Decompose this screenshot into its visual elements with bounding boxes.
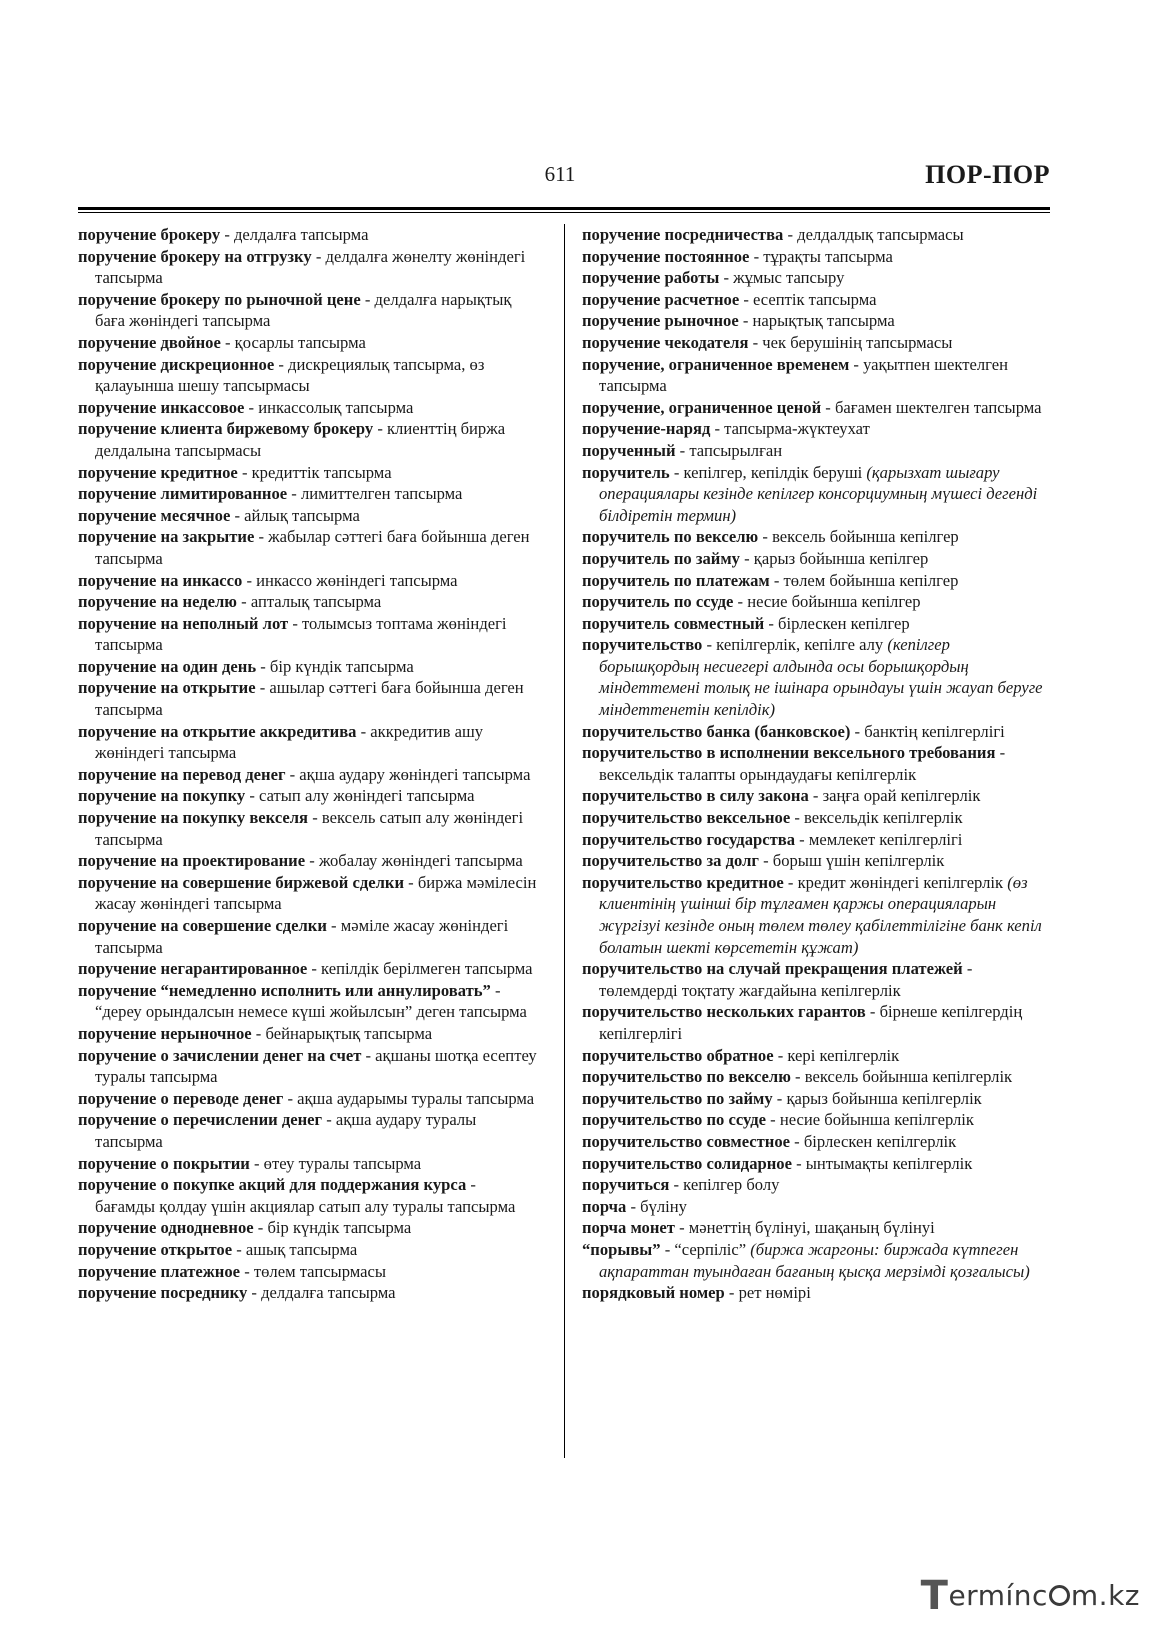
dictionary-entry xyxy=(78,397,540,419)
dictionary-entry xyxy=(582,570,1052,592)
entry-headword: поручительство по займу xyxy=(582,1088,773,1108)
dictionary-entry xyxy=(78,289,540,332)
entry-headword: поручитель xyxy=(582,462,670,482)
entry-headword: поручение посреднику xyxy=(78,1283,248,1303)
dictionary-entry xyxy=(582,591,1052,613)
dictionary-entry xyxy=(78,1088,540,1110)
entry-headword: поручение расчетное xyxy=(582,289,740,309)
logo-ring-icon xyxy=(1049,1585,1070,1606)
dictionary-entry xyxy=(582,807,1052,829)
dictionary-entry xyxy=(78,958,540,980)
entry-headword: поручение кредитное xyxy=(78,462,238,482)
entry-translation: - тапсырылған xyxy=(675,440,783,460)
dictionary-entry xyxy=(582,354,1052,397)
entry-headword: поручение двойное xyxy=(78,332,221,352)
entry-translation: - апталық тапсырма xyxy=(237,592,382,612)
entry-translation: - кері кепілгерлік xyxy=(773,1045,900,1065)
dictionary-entry xyxy=(582,1153,1052,1175)
entry-translation: - уақытпен шектелген тапсырма xyxy=(599,354,1008,396)
entry-translation: - инкассо жөніндегі тапсырма xyxy=(242,570,458,590)
entry-headword: поручение клиента биржевому брокеру xyxy=(78,419,374,439)
header-rule-thin xyxy=(78,212,1050,213)
entry-headword: поручение на перевод денег xyxy=(78,764,286,784)
dictionary-entry xyxy=(78,850,540,872)
dictionary-entry xyxy=(78,1239,540,1261)
entry-translation: - кепілгер, кепілдік беруші xyxy=(669,462,867,482)
dictionary-entry xyxy=(78,418,540,461)
dictionary-entry xyxy=(582,634,1052,720)
dictionary-entry xyxy=(582,1282,1052,1304)
entry-headword: поручение на открытие xyxy=(78,678,256,698)
entry-translation: - жабылар сәттегі баға бойынша деген тапсырма xyxy=(95,527,530,568)
entry-translation: - вексель бойынша кепілгер xyxy=(758,527,959,547)
entry-headword: поручительство в силу закона xyxy=(582,786,809,806)
entry-translation: - бір күндік тапсырма xyxy=(253,1218,412,1238)
entry-translation: - вексельдік талапты орындаудағы кепілгерлік xyxy=(599,743,1006,784)
entry-translation: - аккредитив ашу жөніндегі тапсырма xyxy=(95,721,484,763)
entry-headword: поручительство совместное xyxy=(582,1131,791,1151)
running-head: ПОР-ПОР xyxy=(925,160,1050,189)
dictionary-entry xyxy=(78,246,540,289)
entry-headword: порча xyxy=(582,1196,627,1216)
dictionary-entry xyxy=(78,1217,540,1239)
dictionary-entry xyxy=(582,1174,1052,1196)
dictionary-entry xyxy=(582,1045,1052,1067)
entry-headword: поручитель по займу xyxy=(582,548,740,568)
dictionary-entry xyxy=(78,1023,540,1045)
entry-translation: - ынтымақты кепілгерлік xyxy=(791,1153,973,1173)
dictionary-entry xyxy=(582,850,1052,872)
dictionary-entry xyxy=(582,1131,1052,1153)
entry-note: (кепілгер борышқордың несиегері алдында осы борышқордың міндеттемені толық не ішінара орындауы үшін жауап беруге міндеттенетін кепілдік) xyxy=(599,635,1043,720)
entry-headword: поручение на неполный лот xyxy=(78,613,289,633)
dictionary-entry xyxy=(78,570,540,592)
dictionary-entry xyxy=(78,1109,540,1152)
dictionary-entry xyxy=(582,742,1052,785)
entry-headword: поручение о покрытии xyxy=(78,1153,250,1173)
entry-translation: - несие бойынша кепілгер xyxy=(733,592,921,612)
entry-translation: - ақшаны шотқа есептеу туралы тапсырма xyxy=(95,1045,537,1087)
entry-translation: - кепілгерлік, кепілге алу xyxy=(702,635,888,655)
dictionary-entry xyxy=(582,526,1052,548)
entry-headword: поручиться xyxy=(582,1175,670,1195)
entry-translation: - “серпіліс” xyxy=(660,1239,751,1259)
dictionary-entry xyxy=(582,721,1052,743)
entry-note: (қарызхат шығару операциялары кезінде кепілгер консорциумның мүшесі дегенді білдіретін термин) xyxy=(599,462,1038,525)
entry-headword: поручитель совместный xyxy=(582,613,765,633)
dictionary-entry xyxy=(78,1282,540,1304)
entry-headword: поручитель по платежам xyxy=(582,570,770,590)
entry-translation: - вексель сатып алу жөніндегі тапсырма xyxy=(95,808,524,849)
entry-headword: поручитель по ссуде xyxy=(582,592,734,612)
entry-headword: поручение открытое xyxy=(78,1239,233,1259)
dictionary-entry xyxy=(78,332,540,354)
entry-translation: - ашылар сәттегі баға бойынша деген тапсырма xyxy=(95,678,524,720)
dictionary-entry xyxy=(78,613,540,656)
entry-translation: - айлық тапсырма xyxy=(230,505,360,525)
entry-headword: поручительство вексельное xyxy=(582,808,791,828)
entry-headword: поручение на один день xyxy=(78,656,257,676)
dictionary-entry xyxy=(78,764,540,786)
entry-translation: - биржа мәмілесін жасау жөніндегі тапсырма xyxy=(95,872,537,914)
dictionary-entry xyxy=(582,310,1052,332)
entry-headword: поручение, ограниченное временем xyxy=(582,354,850,374)
entry-translation: - нарықтық тапсырма xyxy=(738,311,895,331)
entry-translation: - төлемдерді тоқтату жағдайына кепілгерлік xyxy=(599,959,973,1000)
entry-translation: - делдалға нарықтық баға жөніндегі тапсырма xyxy=(95,289,512,331)
dictionary-entry xyxy=(78,915,540,958)
entry-headword: поручительство банка (банковское) xyxy=(582,721,851,741)
entry-headword: поручение на открытие аккредитива xyxy=(78,721,357,741)
entry-headword: поручительство нескольких гарантов xyxy=(582,1002,866,1022)
entry-translation: - кепілгер болу xyxy=(669,1175,780,1195)
entry-headword: порученный xyxy=(582,440,676,460)
entry-headword: поручение дискреционное xyxy=(78,354,275,374)
entry-headword: поручение на покупку xyxy=(78,786,246,806)
entry-translation: - жұмыс тапсыру xyxy=(719,268,845,288)
entry-translation: - бейнарықтық тапсырма xyxy=(251,1023,433,1043)
entry-note: (биржа жаргоны: биржада күтпеген ақпараттан туындаған бағаның қысқа мерзімді қозғалысы) xyxy=(599,1239,1030,1281)
termincom-logo: Termínc m.kz xyxy=(920,1573,1140,1619)
dictionary-entry xyxy=(78,505,540,527)
entry-headword: поручение о покупке акций для поддержания курса xyxy=(78,1175,467,1195)
dictionary-entry xyxy=(78,721,540,764)
entry-headword: поручительство xyxy=(582,635,703,655)
entry-translation: - вексель бойынша кепілгерлік xyxy=(790,1067,1013,1087)
entry-headword: поручение месячное xyxy=(78,505,231,525)
entry-headword: поручение-наряд xyxy=(582,419,711,439)
dictionary-entry xyxy=(78,807,540,850)
entry-headword: поручитель по векселю xyxy=(582,527,759,547)
entry-translation: - чек берушінің тапсырмасы xyxy=(748,332,953,352)
entry-headword: поручение однодневное xyxy=(78,1218,254,1238)
entry-headword: поручение о зачислении денег на счет xyxy=(78,1045,362,1065)
entry-translation: - вексельдік кепілгерлік xyxy=(790,808,963,828)
entry-translation: - делдалға жөнелту жөніндегі тапсырма xyxy=(95,246,526,288)
entry-translation: - делдалға тапсырма xyxy=(247,1283,396,1303)
entry-translation: - банктің кепілгерлігі xyxy=(850,721,1005,741)
entry-translation: - тұрақты тапсырма xyxy=(749,246,893,266)
entry-translation: - инкассолық тапсырма xyxy=(244,397,414,417)
entry-translation: - қосарлы тапсырма xyxy=(220,332,366,352)
dictionary-entry xyxy=(582,958,1052,1001)
dictionary-entry xyxy=(582,872,1052,958)
entry-translation: - дискрециялық тапсырма, өз қалауынша шешу тапсырмасы xyxy=(95,354,485,396)
dictionary-entry xyxy=(78,483,540,505)
entry-translation: - мемлекет кепілгерлігі xyxy=(795,829,963,849)
entry-headword: поручение брокеру по рыночной цене xyxy=(78,289,361,309)
dictionary-entry xyxy=(582,785,1052,807)
dictionary-entry xyxy=(78,591,540,613)
dictionary-entry xyxy=(78,980,540,1023)
right-column xyxy=(582,224,1052,1304)
entry-headword: поручение лимитированное xyxy=(78,484,288,504)
entry-headword: поручительство по векселю xyxy=(582,1067,791,1087)
dictionary-entry xyxy=(582,1239,1052,1282)
dictionary-entry xyxy=(78,354,540,397)
entry-translation: - кредит жөніндегі кепілгерлік xyxy=(783,872,1008,892)
entry-translation: - бірлескен кепілгерлік xyxy=(790,1131,957,1151)
entry-translation: - жобалау жөніндегі тапсырма xyxy=(305,851,523,871)
dictionary-entry xyxy=(582,1001,1052,1044)
entry-translation: - бір күндік тапсырма xyxy=(256,656,414,676)
dictionary-entry xyxy=(78,526,540,569)
entry-headword: поручение чекодателя xyxy=(582,332,749,352)
entry-translation: - төлем бойынша кепілгер xyxy=(769,570,959,590)
entry-headword: поручение брокеру на отгрузку xyxy=(78,246,312,266)
entry-translation: - төлем тапсырмасы xyxy=(240,1261,387,1281)
dictionary-entry xyxy=(78,1261,540,1283)
entry-translation: - клиенттің биржа делдалына тапсырмасы xyxy=(95,419,506,460)
dictionary-entry xyxy=(78,1153,540,1175)
dictionary-entry xyxy=(582,1066,1052,1088)
entry-headword: поручение инкассовое xyxy=(78,397,245,417)
dictionary-entry xyxy=(78,872,540,915)
entry-headword: поручительство по ссуде xyxy=(582,1110,767,1130)
dictionary-entry xyxy=(582,289,1052,311)
entry-headword: поручительство кредитное xyxy=(582,872,784,892)
entry-headword: поручение нерыночное xyxy=(78,1023,252,1043)
entry-headword: поручительство солидарное xyxy=(582,1153,792,1173)
dictionary-entry xyxy=(582,1109,1052,1131)
entry-headword: “порывы” xyxy=(582,1239,661,1259)
entry-headword: поручение на проектирование xyxy=(78,851,306,871)
entry-headword: поручение посредничества xyxy=(582,225,784,244)
entry-translation: - “дереу орындалсын немесе күші жойылсын” деген тапсырма xyxy=(95,980,527,1022)
entry-translation: - мәнеттің бүлінуі, шақаның бүлінуі xyxy=(674,1218,935,1238)
entry-translation: - ақша аударымы туралы тапсырма xyxy=(283,1088,535,1108)
entry-translation: - заңға орай кепілгерлік xyxy=(808,786,981,806)
column-divider xyxy=(564,224,565,1458)
dictionary-entry xyxy=(582,246,1052,268)
dictionary-entry xyxy=(582,397,1052,419)
entry-headword: поручительство в исполнении вексельного требования xyxy=(582,743,996,763)
dictionary-entry xyxy=(78,656,540,678)
dictionary-entry xyxy=(582,462,1052,527)
entry-translation: - бірнеше кепілгердің кепілгерлігі xyxy=(599,1002,1023,1043)
dictionary-entry xyxy=(582,1088,1052,1110)
entry-translation: - тапсырма-жүктеухат xyxy=(710,419,870,439)
entry-headword: поручение о перечислении денег xyxy=(78,1110,323,1130)
dictionary-entry xyxy=(582,440,1052,462)
entry-headword: поручительство обратное xyxy=(582,1045,774,1065)
entry-translation: - несие бойынша кепілгерлік xyxy=(766,1110,974,1130)
dictionary-entry xyxy=(582,332,1052,354)
entry-headword: поручение на совершение сделки xyxy=(78,916,327,935)
entry-headword: поручение о переводе денег xyxy=(78,1088,284,1108)
entry-headword: поручение рыночное xyxy=(582,311,739,331)
entry-translation: - рет нөмірі xyxy=(724,1283,811,1303)
header-rule xyxy=(78,207,1050,210)
entry-headword: поручение работы xyxy=(582,268,720,288)
entry-translation: - бірлескен кепілгер xyxy=(764,613,910,633)
entry-translation: - борыш үшін кепілгерлік xyxy=(758,851,945,871)
dictionary-entry xyxy=(78,224,540,246)
dictionary-entry xyxy=(78,785,540,807)
entry-headword: поручительство государства xyxy=(582,829,796,849)
entry-headword: поручение, ограниченное ценой xyxy=(582,397,822,417)
entry-translation: - есептік тапсырма xyxy=(739,289,877,309)
entry-translation: - мәміле жасау жөніндегі тапсырма xyxy=(95,916,509,957)
entry-translation: - қарыз бойынша кепілгер xyxy=(739,548,929,568)
entry-translation: - өтеу туралы тапсырма xyxy=(249,1153,422,1173)
entry-translation: - ақша аудару туралы тапсырма xyxy=(95,1110,477,1151)
entry-headword: поручение брокеру xyxy=(78,225,221,244)
left-column xyxy=(78,224,540,1304)
page-number: 611 xyxy=(544,162,576,186)
dictionary-entry xyxy=(582,418,1052,440)
dictionary-entry xyxy=(582,1196,1052,1218)
entry-translation: - лимиттелген тапсырма xyxy=(287,484,463,504)
dictionary-entry xyxy=(78,1174,540,1217)
entry-translation: - ашық тапсырма xyxy=(232,1239,358,1259)
dictionary-entry xyxy=(582,1217,1052,1239)
entry-headword: поручение на совершение биржевой сделки xyxy=(78,872,405,892)
dictionary-entry xyxy=(582,267,1052,289)
entry-translation: - қарыз бойынша кепілгерлік xyxy=(772,1088,982,1108)
entry-note: (өз клиентінің үшінші бір тұлғамен қаржы операцияларын жүргізуі кезінде оның төлем төлеу қабілеттілігіне банк кепіл болатын шекті көрсететін құжат) xyxy=(599,872,1042,957)
entry-headword: поручительство за долг xyxy=(582,851,759,871)
entry-translation: - толымсыз топтама жөніндегі тапсырма xyxy=(95,613,507,655)
dictionary-entry xyxy=(582,224,1052,246)
dictionary-entry xyxy=(78,1045,540,1088)
entry-headword: поручение негарантированное xyxy=(78,959,308,979)
entry-headword: порча монет xyxy=(582,1218,675,1238)
dictionary-entry xyxy=(582,613,1052,635)
entry-headword: порядковый номер xyxy=(582,1283,725,1303)
entry-headword: поручение на закрытие xyxy=(78,527,255,547)
dictionary-entry xyxy=(582,548,1052,570)
entry-headword: поручение на неделю xyxy=(78,592,237,612)
entry-translation: - кредиттік тапсырма xyxy=(237,462,392,482)
entry-translation: - бағамды қолдау үшін акциялар сатып алу туралы тапсырма xyxy=(95,1175,516,1216)
entry-translation: - кепілдік берілмеген тапсырма xyxy=(307,959,533,979)
entry-translation: - бағамен шектелген тапсырма xyxy=(821,397,1042,417)
entry-headword: поручение “немедленно исполнить или аннулировать” xyxy=(78,980,491,1000)
entry-translation: - делдалдық тапсырмасы xyxy=(783,225,964,244)
dictionary-entry xyxy=(582,829,1052,851)
entry-headword: поручение платежное xyxy=(78,1261,241,1281)
entry-headword: поручение на покупку векселя xyxy=(78,808,309,828)
entry-headword: поручение на инкассо xyxy=(78,570,243,590)
entry-translation: - ақша аудару жөніндегі тапсырма xyxy=(285,764,531,784)
entry-headword: поручение постоянное xyxy=(582,246,750,266)
dictionary-entry xyxy=(78,462,540,484)
entry-translation: - сатып алу жөніндегі тапсырма xyxy=(245,786,475,806)
dictionary-entry xyxy=(78,677,540,720)
entry-translation: - бүліну xyxy=(626,1196,687,1216)
entry-headword: поручительство на случай прекращения платежей xyxy=(582,959,963,979)
entry-translation: - делдалға тапсырма xyxy=(220,225,369,244)
